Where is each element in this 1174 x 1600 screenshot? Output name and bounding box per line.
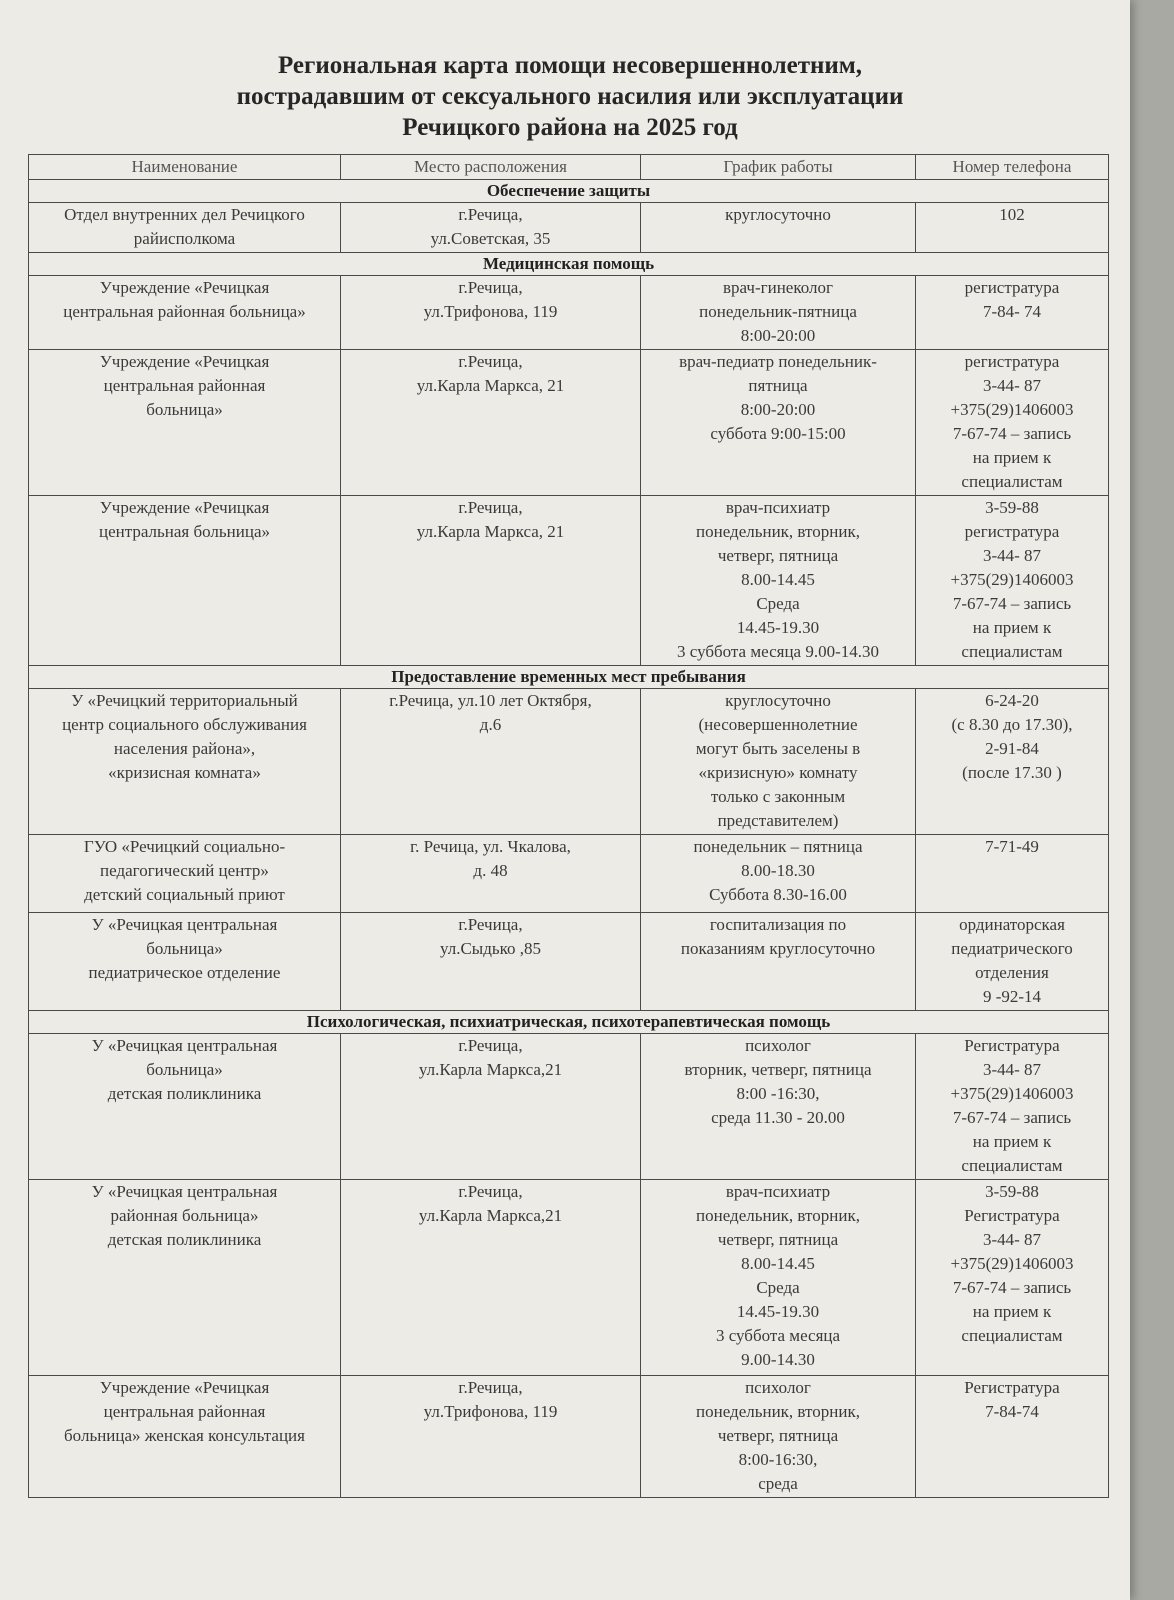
cell-name: У «Речицкая центральная больница» педиатрическое отделение: [29, 913, 341, 1011]
title-line-2: пострадавшим от сексуального насилия или эксплуатации: [236, 83, 904, 110]
cell-schedule: врач-педиатр понедельник- пятница 8:00-20:00 суббота 9:00-15:00: [641, 350, 916, 496]
cell-place: г.Речица, ул.Трифонова, 119: [341, 276, 641, 350]
table-row: [29, 1180, 1109, 1376]
table-row: [29, 350, 1109, 496]
cell-name: У «Речицкий территориальный центр социального обслуживания населения района», «кризисная комната»: [29, 689, 341, 835]
section-title: Обеспечение защиты: [29, 180, 1109, 203]
cell-phone: 102: [916, 203, 1109, 253]
table-row: [29, 835, 1109, 913]
header-phone: Номер телефона: [916, 155, 1109, 180]
table-row: [29, 203, 1109, 253]
cell-place: г.Речица, ул.Карла Маркса, 21: [341, 496, 641, 666]
cell-place: г.Речица, ул.Сыдько ,85: [341, 913, 641, 1011]
cell-name: ГУО «Речицкий социально- педагогический центр» детский социальный приют: [29, 835, 341, 913]
cell-name: У «Речицкая центральная районная больница» детская поликлиника: [29, 1180, 341, 1376]
cell-name: Учреждение «Речицкая центральная районная больница»: [29, 350, 341, 496]
cell-schedule: врач-психиатр понедельник, вторник, четверг, пятница 8.00-14.45 Среда 14.45-19.30 3 суббота месяца 9.00-14.30: [641, 1180, 916, 1376]
cell-schedule: круглосуточно (несовершеннолетние могут быть заселены в «кризисную» комнату только с законным представителем): [641, 689, 916, 835]
cell-place: г.Речица, ул.Карла Маркса, 21: [341, 350, 641, 496]
cell-phone: Регистратура 7-84-74: [916, 1376, 1109, 1498]
cell-schedule: врач-психиатр понедельник, вторник, четверг, пятница 8.00-14.45 Среда 14.45-19.30 3 суббота месяца 9.00-14.30: [641, 496, 916, 666]
section-row: [29, 666, 1109, 689]
cell-phone: ординаторская педиатрического отделения 9 -92-14: [916, 913, 1109, 1011]
help-map-table: [28, 154, 1109, 1498]
cell-phone: 3-59-88 регистратура 3-44- 87 +375(29)1406003 7-67-74 – запись на прием к специалистам: [916, 496, 1109, 666]
cell-phone: Регистратура 3-44- 87 +375(29)1406003 7-67-74 – запись на прием к специалистам: [916, 1034, 1109, 1180]
cell-schedule: госпитализация по показаниям круглосуточно: [641, 913, 916, 1011]
section-row: [29, 253, 1109, 276]
cell-phone: 6-24-20 (с 8.30 до 17.30), 2-91-84 (после 17.30 ): [916, 689, 1109, 835]
cell-place: г.Речица, ул.Трифонова, 119: [341, 1376, 641, 1498]
cell-schedule: врач-гинеколог понедельник-пятница 8:00-20:00: [641, 276, 916, 350]
table-row: [29, 276, 1109, 350]
cell-schedule: круглосуточно: [641, 203, 916, 253]
section-title: Психологическая, психиатрическая, психотерапевтическая помощь: [29, 1011, 1109, 1034]
cell-name: Учреждение «Речицкая центральная больница»: [29, 496, 341, 666]
cell-schedule: понедельник – пятница 8.00-18.30 Суббота 8.30-16.00: [641, 835, 916, 913]
cell-phone: регистратура 7-84- 74: [916, 276, 1109, 350]
cell-place: г.Речица, ул.Советская, 35: [341, 203, 641, 253]
cell-phone: 3-59-88 Регистратура 3-44- 87 +375(29)1406003 7-67-74 – запись на прием к специалистам: [916, 1180, 1109, 1376]
table-body: [29, 180, 1109, 1498]
document-title: [120, 50, 1020, 143]
section-title: Предоставление временных мест пребывания: [29, 666, 1109, 689]
cell-place: г. Речица, ул. Чкалова, д. 48: [341, 835, 641, 913]
cell-phone: 7-71-49: [916, 835, 1109, 913]
table-row: [29, 689, 1109, 835]
cell-name: Отдел внутренних дел Речицкого райисполкома: [29, 203, 341, 253]
table-row: [29, 1376, 1109, 1498]
cell-name: Учреждение «Речицкая центральная районная больница»: [29, 276, 341, 350]
cell-name: Учреждение «Речицкая центральная районная больница» женская консультация: [29, 1376, 341, 1498]
section-row: [29, 1011, 1109, 1034]
cell-place: г.Речица, ул.Карла Маркса,21: [341, 1180, 641, 1376]
header-schedule: График работы: [641, 155, 916, 180]
cell-place: г.Речица, ул.Карла Маркса,21: [341, 1034, 641, 1180]
cell-schedule: психолог вторник, четверг, пятница 8:00 -16:30, среда 11.30 - 20.00: [641, 1034, 916, 1180]
header-place: Место расположения: [341, 155, 641, 180]
table-row: [29, 1034, 1109, 1180]
title-line-3: Речицкого района на 2025 год: [402, 114, 738, 141]
cell-phone: регистратура 3-44- 87 +375(29)1406003 7-67-74 – запись на прием к специалистам: [916, 350, 1109, 496]
section-title: Медицинская помощь: [29, 253, 1109, 276]
header-name: Наименование: [29, 155, 341, 180]
cell-schedule: психолог понедельник, вторник, четверг, пятница 8:00-16:30, среда: [641, 1376, 916, 1498]
table-row: [29, 496, 1109, 666]
header-row: [29, 155, 1109, 180]
cell-name: У «Речицкая центральная больница» детская поликлиника: [29, 1034, 341, 1180]
table-row: [29, 913, 1109, 1011]
cell-place: г.Речица, ул.10 лет Октября, д.6: [341, 689, 641, 835]
title-line-1: Региональная карта помощи несовершеннолетним,: [277, 52, 863, 79]
section-row: [29, 180, 1109, 203]
